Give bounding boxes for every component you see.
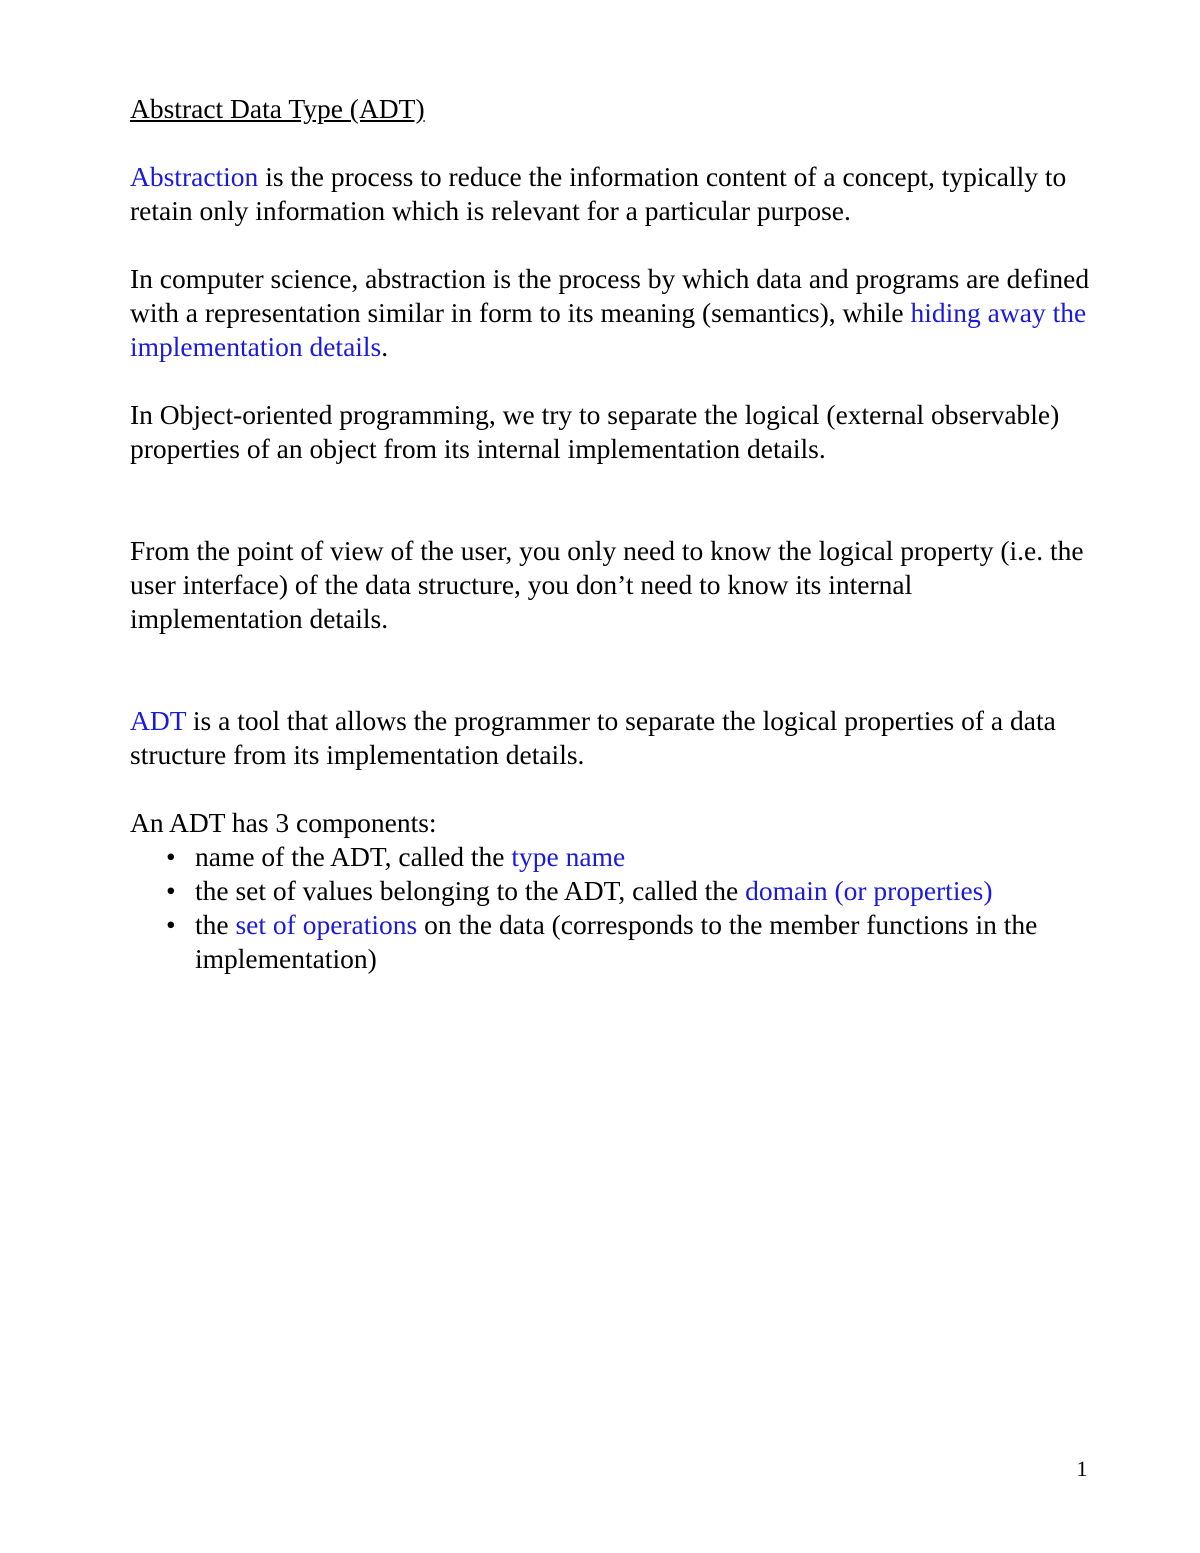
- bullet-icon: •: [166, 875, 176, 906]
- list-item-text: the set of values belonging to the ADT, called the: [195, 875, 746, 906]
- paragraph-computer-science-text: In computer science, abstraction is the process by which data and programs are defined with a representation similar in form to its meaning (semantics), while: [130, 263, 1090, 328]
- components-intro: An ADT has 3 components:: [130, 807, 437, 838]
- document-body: [130, 92, 1090, 976]
- paragraph-computer-science: [130, 262, 1090, 364]
- page-number: 1: [1076, 1456, 1088, 1481]
- paragraph-computer-science-end: .: [381, 331, 389, 362]
- paragraph-adt: [130, 704, 1090, 772]
- paragraph-user-view: From the point of view of the user, you only need to know the logical property (i.e. the user interface) of the data structure, you don’t need to know its internal implementation details.: [130, 535, 1084, 634]
- list-item-text: the: [195, 909, 236, 940]
- paragraph-abstraction-text: is the process to reduce the information content of a concept, typically to retain only information which is relevant for a particular purpose.: [130, 161, 1067, 226]
- term-abstraction: Abstraction: [130, 161, 259, 192]
- paragraph-oop: In Object-oriented programming, we try to separate the logical (external observable) properties of an object from its internal implementation details.: [130, 399, 1060, 464]
- term-domain: domain (or properties): [745, 875, 993, 906]
- document-title: Abstract Data Type (ADT): [130, 93, 425, 124]
- term-adt: ADT: [130, 705, 187, 736]
- list-item: [166, 908, 1090, 976]
- components-list: [130, 840, 1090, 976]
- list-item: [166, 840, 1090, 874]
- bullet-icon: •: [166, 909, 176, 940]
- list-item-text-end: on the data (corresponds to the member functions in the implementation): [195, 909, 1038, 974]
- term-type-name: type name: [511, 841, 626, 872]
- paragraph-adt-text: is a tool that allows the programmer to separate the logical properties of a data structure from its implementation details.: [130, 705, 1056, 770]
- list-item: [166, 874, 1090, 908]
- paragraph-abstraction: [130, 160, 1090, 228]
- list-item-text: name of the ADT, called the: [195, 841, 512, 872]
- term-hiding-details: hiding away the implementation details: [130, 297, 1087, 362]
- bullet-icon: •: [166, 841, 176, 872]
- term-set-of-operations: set of operations: [235, 909, 418, 940]
